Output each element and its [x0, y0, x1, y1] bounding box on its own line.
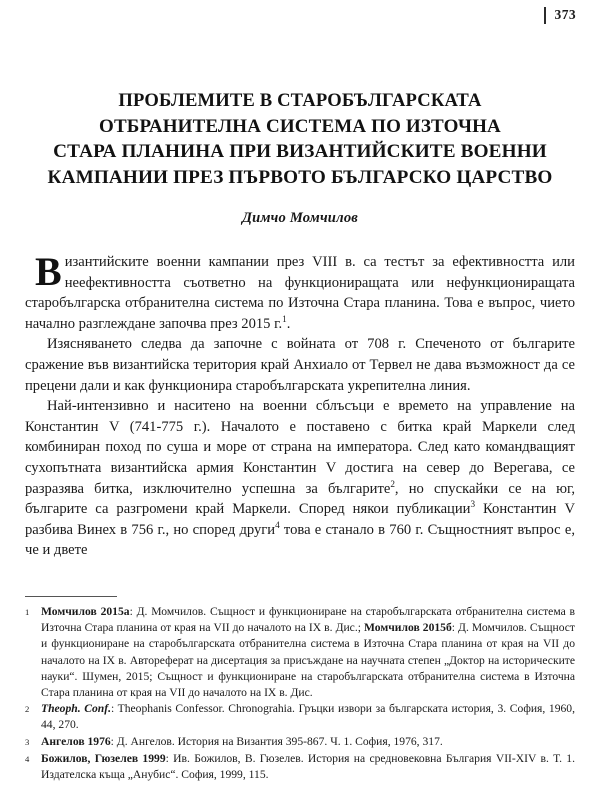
- vertical-rule-icon: [544, 7, 546, 24]
- paragraph-3-text-part-4: това е станало в 760 г. Същностният въпрос е, че и двете: [25, 521, 575, 559]
- footnote-body: : Ив. Божилов, В. Гюзелев. История на средновековна България VII-XIV в. Т. 1. Издателска къща „Анубис“. София, 1999, 115.: [41, 751, 575, 781]
- page-number: 373: [554, 7, 576, 23]
- footnote-citation-key: Ангелов 1976: [41, 735, 111, 749]
- footnote-citation-key-2: Момчилов 2015б: [364, 621, 452, 635]
- paragraph-3-text-part-2: , но спускайки се на юг, българите са разгромени край Маркели. Според някои публикации: [25, 480, 575, 518]
- footnote-ref-1[interactable]: 1: [282, 313, 287, 324]
- footnote-ref-2[interactable]: 2: [390, 478, 395, 489]
- footnote-body: : Theophanis Confessor. Chronograhia. Гръцки извори за българската история, 3. София, 1960, 44, 270.: [41, 702, 575, 732]
- footnote-text: [41, 751, 575, 783]
- footnote-item: [25, 734, 575, 750]
- footnote-number: 4: [25, 753, 30, 764]
- footnote-body: : Д. Ангелов. История на Византия 395-867. Ч. 1. София, 1976, 317.: [110, 735, 443, 749]
- paragraph-1-tail: .: [286, 315, 291, 332]
- footnote-citation-key: Момчилов 2015а: [41, 605, 130, 619]
- title-line-2: ОТБРАНИТЕЛНА СИСТЕМА ПО ИЗТОЧНА: [99, 115, 501, 137]
- footnote-body-2: : Д. Момчилов. Същност и функциониране на старобългарската отбранителна система в Източна Стара планина от края на VII до началото на IX в. Автореферат на дисертация за присъждане на научната степен „Доктор на историческите науки“. Шумен, 2015; Същност и функциониране на старобългарската отбранителна система в Източна Стара планина от края на VII до началото на IX в. Дис.: [41, 621, 575, 699]
- footnote-separator-rule: [25, 596, 117, 597]
- footnote-citation-key: Божилов, Гюзелев 1999: [41, 751, 166, 765]
- footnote-text: [41, 701, 575, 733]
- page-title: [18, 88, 582, 190]
- title-line-1: ПРОБЛЕМИТЕ В СТАРОБЪЛГАРСКАТА: [118, 90, 482, 111]
- footnote-text: [41, 734, 575, 750]
- paragraph-2: [25, 334, 575, 396]
- footnote-citation-key: Theoph. Conf.: [41, 702, 111, 716]
- running-head: [544, 4, 576, 26]
- paragraph-3-text-part-3: Константин V разбива Винех в 756 г., но според други: [25, 501, 575, 538]
- footnote-body-1: : Д. Момчилов. Същност и функциониране на старобългарската отбранителна система в Източна Стара планина от края на VII до началото на IX в. Дис.;: [41, 605, 576, 635]
- paragraph-2-text: Изясняването следва да започне с войната от 708 г. Спеченото от българите сражение във византийска територия край Анхиало от Тервел не дава възможност да се прецени дали и как функционира старобългарската укрепителна линия.: [25, 336, 575, 394]
- footnote-item: [25, 751, 575, 783]
- footnotes-section: [25, 596, 575, 783]
- footnote-number: 1: [25, 607, 30, 618]
- author-name: Димчо Момчилов: [241, 210, 359, 227]
- footnote-number: 2: [25, 704, 30, 715]
- article-body: [25, 249, 575, 561]
- title-line-4: КАМПАНИИ ПРЕЗ ПЪРВОТО БЪЛГАРСКО ЦАРСТВО: [47, 166, 553, 188]
- drop-cap: В: [35, 249, 62, 294]
- footnote-ref-3[interactable]: 3: [470, 499, 476, 510]
- title-line-3: СТАРА ПЛАНИНА ПРИ ВИЗАНТИЙСКИТЕ ВОЕННИ: [53, 141, 547, 163]
- footnote-number: 3: [25, 737, 30, 748]
- footnote-text: [41, 604, 575, 701]
- footnote-ref-4[interactable]: 4: [275, 519, 280, 530]
- footnote-item: [25, 701, 575, 733]
- footnote-item: [25, 604, 575, 701]
- paragraph-1: [25, 249, 575, 334]
- paragraph-3-text-part-1: Най-интензивно и наситено на военни сблъсъци е времето на управление на Константин V (741-775 г.). Началото е поставено с битка край Маркели след комбиниран поход по суша и море от страна на императора. След като командващият сухопътната византийска армия Константин V достига на север до Верегава, се разразява битка, изключително успешна за българите: [25, 398, 575, 497]
- paragraph-1-text: изантийските военни кампании през VIII в. са тестът за ефективността или неефективността съответно на функциониращата или нефункциониращата старобългарска отбранителна система по Източна Стара планина. Това е въпрос, чието начално разглеждане започва през 2015 г.: [25, 254, 575, 332]
- paragraph-3: [25, 396, 575, 561]
- title-block: [18, 88, 582, 227]
